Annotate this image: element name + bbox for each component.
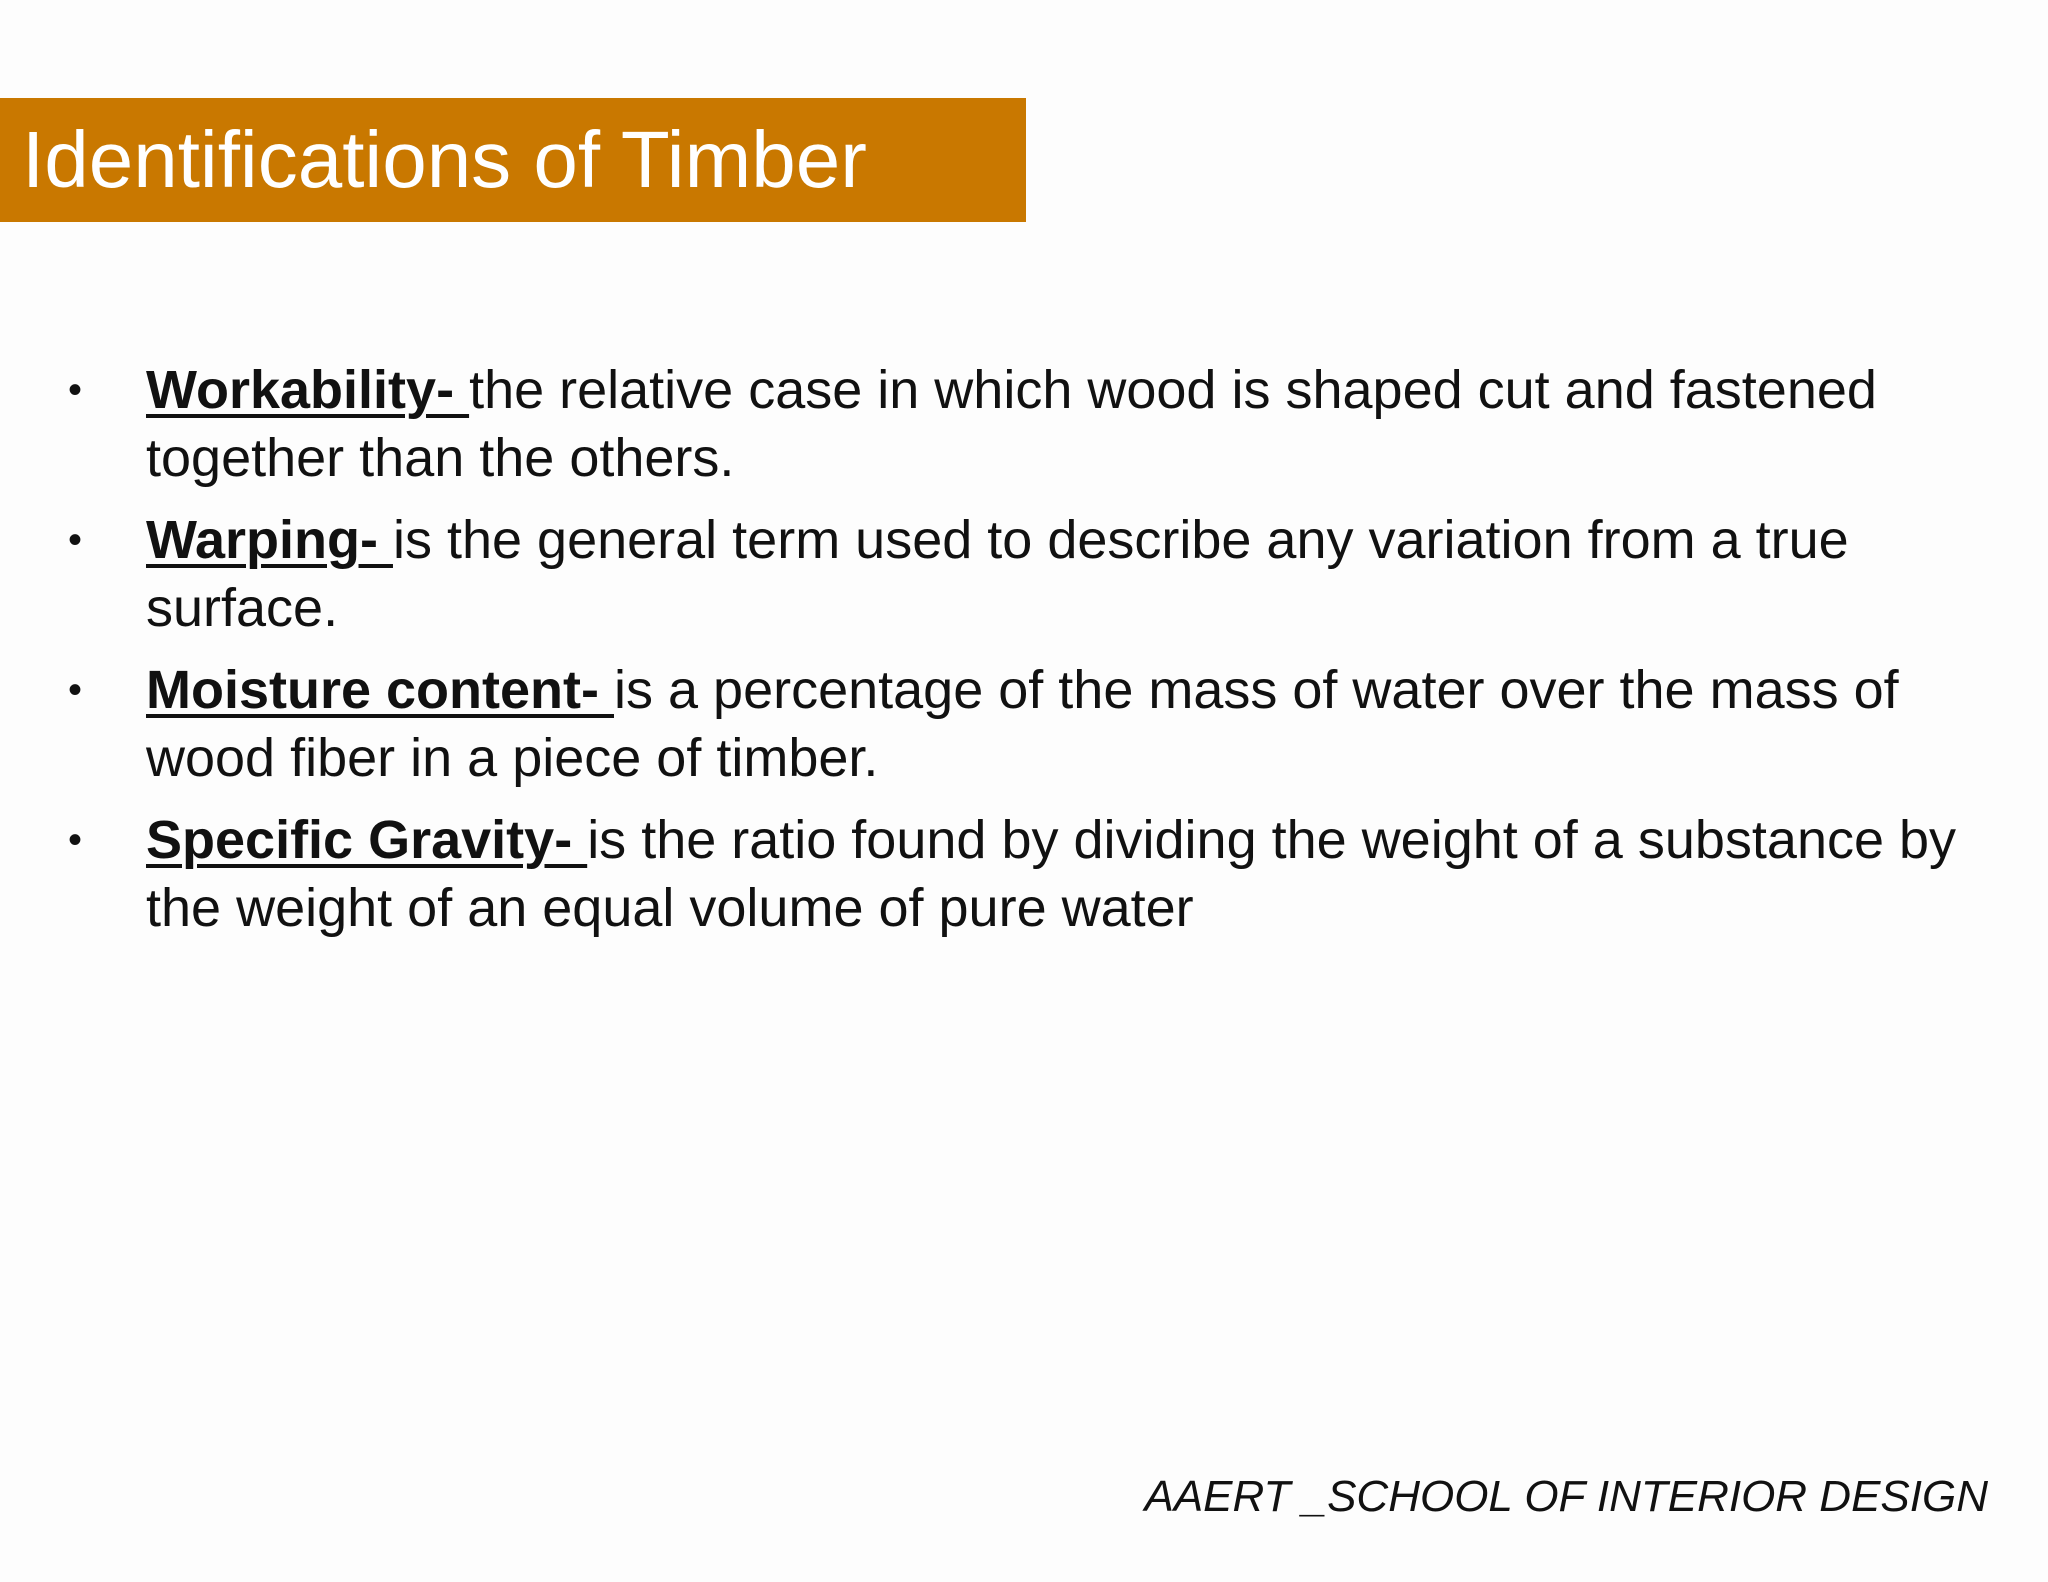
bullet-icon: • bbox=[68, 818, 83, 862]
title-bar bbox=[0, 98, 1026, 222]
bullet-item-specific-gravity bbox=[0, 806, 2000, 942]
bullet-icon: • bbox=[68, 518, 83, 562]
bullet-text: is the general term used to describe any variation from a true surface. bbox=[146, 510, 1849, 638]
bullet-item-warping bbox=[0, 506, 2000, 642]
bullet-term: Workability- bbox=[146, 360, 470, 420]
bullet-item-workability bbox=[0, 356, 2000, 492]
bullet-term: Warping- bbox=[146, 510, 393, 570]
bullet-list bbox=[0, 356, 2000, 956]
bullet-text: is a percentage of the mass of water over the mass of wood fiber in a piece of timber. bbox=[146, 660, 1899, 788]
bullet-term: Moisture content- bbox=[146, 660, 614, 720]
bullet-icon: • bbox=[68, 668, 83, 712]
slide-title: Identifications of Timber bbox=[22, 115, 867, 204]
bullet-icon: • bbox=[68, 368, 83, 412]
footer-text: AAERT _SCHOOL OF INTERIOR DESIGN bbox=[1144, 1472, 1988, 1521]
bullet-item-moisture-content bbox=[0, 656, 2000, 792]
bullet-term: Specific Gravity- bbox=[146, 810, 588, 870]
bullet-text: the relative case in which wood is shaped cut and fastened together than the others. bbox=[146, 360, 1877, 488]
bullet-text: is the ratio found by dividing the weight of a substance by the weight of an equal volume of pure water bbox=[146, 810, 1957, 938]
